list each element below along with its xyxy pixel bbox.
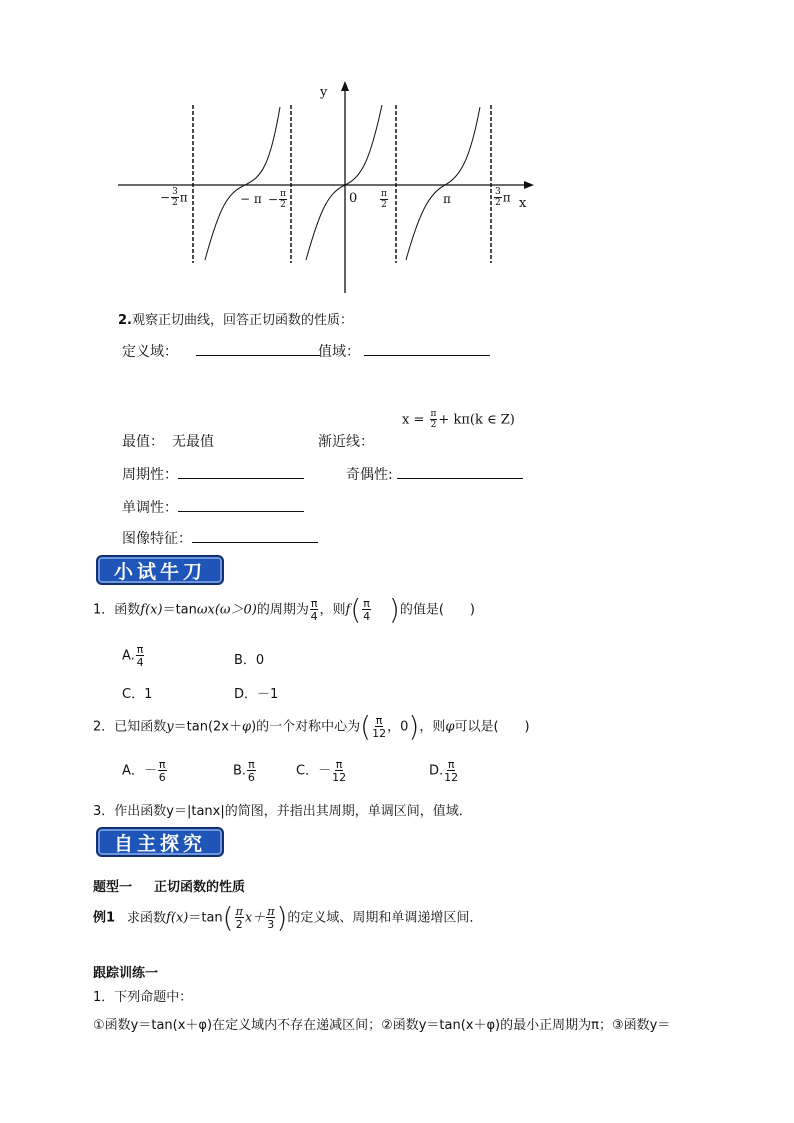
monotone-row: 单调性：	[122, 497, 304, 517]
asymptote-label: 渐近线：	[318, 434, 374, 450]
question-2: 2．已知函数y＝tan(2x＋φ)的一个对称中心为( $\frac{\pi}{12}$ ，0)，则φ可以是( )	[93, 710, 530, 743]
x-axis-label: x	[519, 196, 527, 211]
y-axis-label: y	[320, 85, 328, 100]
tan-branch-right	[406, 107, 480, 260]
extreme-row: 最值： 无最值	[122, 434, 214, 450]
monotone-blank	[178, 497, 304, 512]
range-row: 值域：	[318, 341, 490, 361]
origin-label: 0	[349, 191, 358, 206]
example-1: 例1 求函数f(x)＝tan( $\frac{\pi}{2}$ x＋ $\frac{\pi}{3}$ )的定义域、周期和单调递增区间．	[93, 901, 483, 934]
banner-practice: 小试牛刀	[96, 555, 224, 585]
tick-neg-3half-pi: − $\frac{3}{2}$ π	[160, 187, 188, 208]
y-axis-arrow	[341, 81, 349, 91]
tan-branch-center	[306, 105, 382, 260]
asymptote-formula: x = $\frac{\pi}{2}$ + kπ(k ∈ Z)	[402, 409, 515, 430]
period-row: 周期性：	[122, 464, 304, 484]
domain-row: 定义域：	[122, 341, 320, 361]
q1-option-b: B．0	[234, 653, 265, 668]
tick-3half-pi: $\frac{3}{2}$ π	[495, 187, 511, 208]
track-heading: 跟踪训练一	[93, 966, 159, 981]
tick-pi: π	[443, 192, 451, 206]
banner-explore: 自主探究	[96, 827, 224, 857]
range-blank	[364, 341, 490, 356]
parity-blank	[397, 464, 523, 479]
q1-option-d: D．－1	[234, 687, 279, 702]
parity-row: 奇偶性:	[346, 464, 523, 484]
q1-option-c: C．1	[122, 687, 153, 702]
q2-option-b: B. $\frac{\pi}{6}$	[233, 758, 255, 784]
tan-branch-left	[205, 107, 280, 260]
section2-heading: 2.观察正切曲线，回答正切函数的性质：	[118, 313, 353, 328]
period-blank	[178, 464, 304, 479]
x-axis-arrow	[524, 181, 534, 189]
track-item-1: 1．下列命题中：	[93, 990, 193, 1005]
q1-option-a: A. $\frac{\pi}{4}$	[122, 643, 144, 669]
q2-option-c: C．－ $\frac{\pi}{12}$	[296, 758, 347, 784]
question-1: 1．函数f(x)＝tanωx(ω＞0)的周期为 $\frac{\pi}{4}$ ，则f( $\frac{\pi}{4}$ )的值是( )	[93, 593, 475, 626]
statement-line: ①函数y＝tan(x＋φ)在定义域内不存在递减区间；②函数y＝tan(x＋φ)的最小正周期为π；③函数y＝	[93, 1018, 671, 1033]
q2-option-d: D. $\frac{\pi}{12}$	[429, 758, 459, 784]
type1-heading: 题型一 正切函数的性质	[93, 880, 246, 895]
feature-blank	[192, 528, 318, 543]
domain-blank	[196, 341, 320, 356]
tick-neg-half-pi: − $\frac{\pi}{2}$	[268, 189, 286, 210]
tick-neg-pi: − π	[240, 192, 262, 206]
feature-row: 图像特征：	[122, 528, 318, 548]
question-3: 3．作出函数y＝|tanx|的简图，并指出其周期，单调区间，值域．	[93, 804, 472, 819]
q2-option-a: A．－ $\frac{\pi}{6}$	[122, 758, 166, 784]
tick-half-pi: $\frac{\pi}{2}$	[381, 189, 387, 210]
